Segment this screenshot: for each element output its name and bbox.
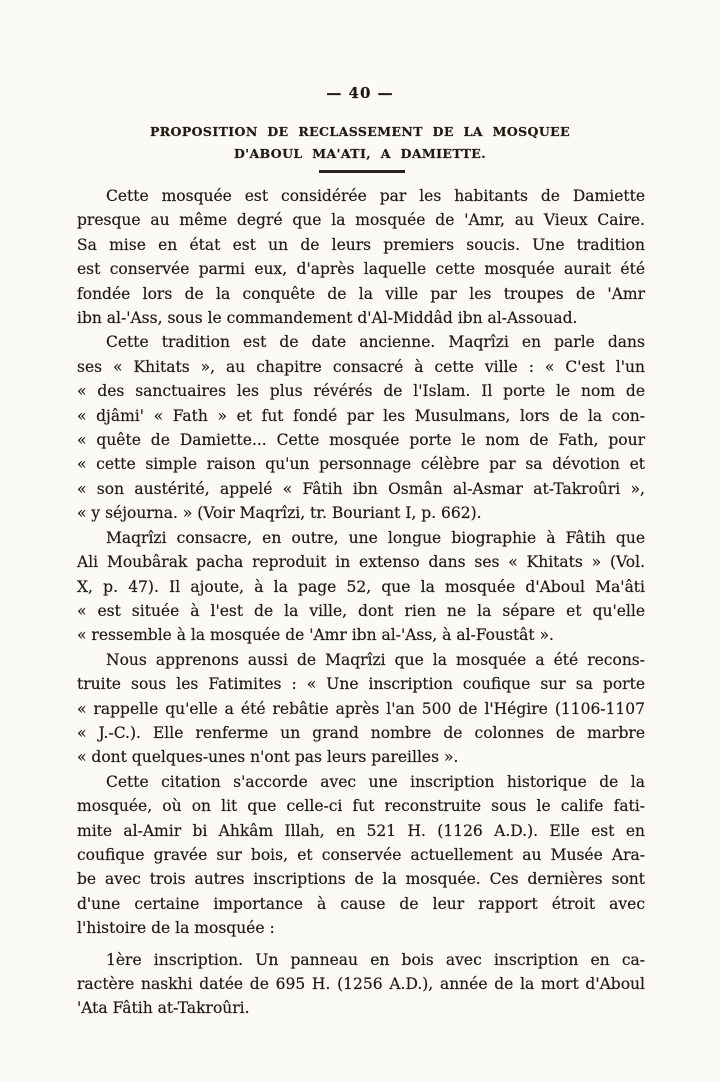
text-line: est conservée parmi eux, d'après laquelle cette mosquée aurait été: [77, 260, 645, 279]
text-line: 1ère inscription. Un panneau en bois avec inscription en ca-: [106, 950, 645, 969]
heading-divider: [319, 170, 405, 173]
section-heading-line2: D'ABOUL MA'ATI, A DAMIETTE.: [234, 146, 486, 161]
text-line: « djâmi' « Fath » et fut fondé par les Musulmans, lors de la con-: [77, 406, 645, 425]
paragraph: [77, 526, 645, 648]
paragraph: [77, 330, 645, 525]
text-line: l'histoire de la mosquée :: [77, 919, 275, 938]
text-line: Sa mise en état est un de leurs premiers soucis. Une tradition: [77, 235, 645, 254]
text-line: 'Ata Fâtih at-Takroûri.: [77, 999, 250, 1018]
text-line: Maqrîzi consacre, en outre, une longue biographie à Fâtih que: [106, 528, 645, 547]
text-line: « rappelle qu'elle a été rebâtie après l'an 500 de l'Hégire (1106-1107: [77, 699, 645, 718]
text-line: Cette mosquée est considérée par les habitants de Damiette: [106, 187, 645, 205]
text-line: « des sanctuaires les plus révérés de l'Islam. Il porte le nom de: [77, 382, 645, 401]
text-line: fondée lors de la conquête de la ville par les troupes de 'Amr: [77, 284, 645, 303]
text-line: mosquée, où on lit que celle-ci fut reconstruite sous le calife fati-: [77, 797, 645, 816]
text-line: « J.-C.). Elle renferme un grand nombre de colonnes de marbre: [77, 723, 645, 742]
text-line: « quête de Damiette... Cette mosquée porte le nom de Fath, pour: [77, 431, 645, 450]
text-line: presque au même degré que la mosquée de 'Amr, au Vieux Caire.: [77, 211, 645, 230]
paragraph: [77, 648, 645, 770]
text-line: « son austérité, appelé « Fâtih ibn Osmân al-Asmar at-Takroûri »,: [77, 479, 645, 498]
body-text: [77, 184, 645, 1021]
section-heading: [0, 121, 720, 165]
text-line: Ali Moubârak pacha reproduit in extenso dans ses « Khitats » (Vol.: [77, 553, 645, 572]
text-line: be avec trois autres inscriptions de la mosquée. Ces dernières sont: [77, 870, 645, 889]
text-line: truite sous les Fatimites : « Une inscription coufique sur sa porte: [77, 675, 645, 694]
section-heading-line1: PROPOSITION DE RECLASSEMENT DE LA MOSQUEE: [149, 124, 571, 139]
text-line: coufique gravée sur bois, et conservée actuellement au Musée Ara-: [77, 845, 645, 864]
paragraph: [77, 184, 645, 330]
text-line: Nous apprenons aussi de Maqrîzi que la mosquée a été recons-: [106, 650, 645, 669]
paragraph: [77, 948, 645, 1021]
page-number: — 40 —: [326, 84, 394, 102]
text-line: « cette simple raison qu'un personnage célèbre par sa dévotion et: [77, 455, 645, 474]
text-line: « est située à l'est de la ville, dont rien ne la sépare et qu'elle: [77, 601, 645, 620]
text-line: « y séjourna. » (Voir Maqrîzi, tr. Bouriant I, p. 662).: [77, 504, 482, 523]
text-line: ractère naskhi datée de 695 H. (1256 A.D.), année de la mort d'Aboul: [77, 975, 645, 993]
text-line: « dont quelques-unes n'ont pas leurs pareilles ».: [77, 748, 459, 767]
text-line: Cette citation s'accorde avec une inscription historique de la: [106, 772, 645, 791]
text-line: d'une certaine importance à cause de leur rapport étroit avec: [77, 894, 645, 913]
text-line: « ressemble à la mosquée de 'Amr ibn al-'Ass, à al-Foustât ».: [77, 626, 554, 645]
text-line: Cette tradition est de date ancienne. Maqrîzi en parle dans: [106, 333, 645, 352]
paragraph: [77, 770, 645, 941]
text-line: ses « Khitats », au chapitre consacré à cette ville : « C'est l'un: [77, 357, 645, 376]
text-line: mite al-Amir bi Ahkâm Illah, en 521 H. (1126 A.D.). Elle est en: [77, 821, 645, 840]
text-line: X, p. 47). Il ajoute, à la page 52, que la mosquée d'Aboul Ma'âti: [77, 577, 645, 596]
text-line: ibn al-'Ass, sous le commandement d'Al-Middâd ibn al-Assouad.: [77, 309, 578, 328]
